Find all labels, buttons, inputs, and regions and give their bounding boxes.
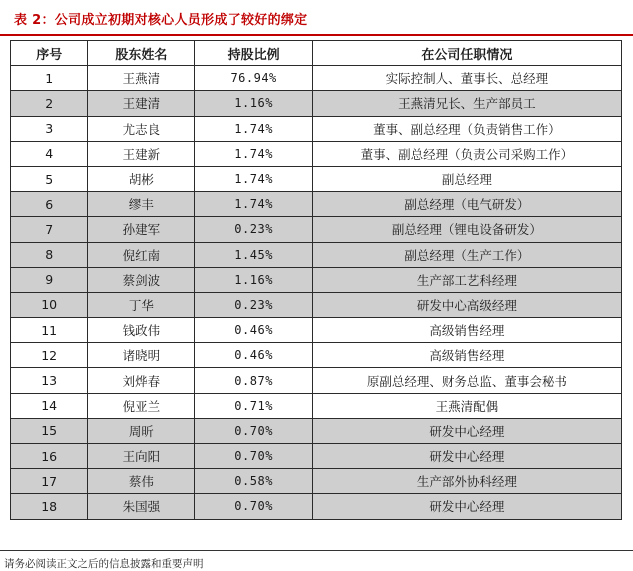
row-name: 刘烨春 <box>88 368 195 393</box>
row-pct: 1.74% <box>195 192 312 217</box>
table-row <box>11 393 622 418</box>
table-row <box>11 418 622 443</box>
row-name: 倪红南 <box>88 242 195 267</box>
row-no: 9 <box>11 267 88 292</box>
table-row <box>11 318 622 343</box>
row-role: 王燕清配偶 <box>312 393 621 418</box>
header-row <box>11 41 622 66</box>
table-row <box>11 368 622 393</box>
header-role: 在公司任职情况 <box>312 41 621 66</box>
row-role: 研发中心高级经理 <box>312 292 621 317</box>
header-no: 序号 <box>11 41 88 66</box>
row-no: 12 <box>11 343 88 368</box>
header-name: 股东姓名 <box>88 41 195 66</box>
row-no: 7 <box>11 217 88 242</box>
row-name: 王建新 <box>88 141 195 166</box>
row-role: 副总经理（电气研发） <box>312 192 621 217</box>
row-pct: 1.16% <box>195 91 312 116</box>
row-name: 蔡剑波 <box>88 267 195 292</box>
row-name: 倪亚兰 <box>88 393 195 418</box>
row-no: 10 <box>11 292 88 317</box>
row-pct: 0.58% <box>195 469 312 494</box>
row-pct: 0.70% <box>195 494 312 519</box>
row-name: 孙建军 <box>88 217 195 242</box>
row-role: 实际控制人、董事长、总经理 <box>312 66 621 91</box>
row-role: 副总经理 <box>312 166 621 191</box>
title-bar <box>0 0 633 36</box>
table-row <box>11 166 622 191</box>
table-row <box>11 116 622 141</box>
table-row <box>11 469 622 494</box>
table-row <box>11 217 622 242</box>
row-pct: 0.46% <box>195 343 312 368</box>
table-row <box>11 267 622 292</box>
row-no: 11 <box>11 318 88 343</box>
row-pct: 0.70% <box>195 418 312 443</box>
row-role: 高级销售经理 <box>312 343 621 368</box>
row-name: 王向阳 <box>88 444 195 469</box>
row-no: 17 <box>11 469 88 494</box>
row-name: 缪丰 <box>88 192 195 217</box>
table-row <box>11 192 622 217</box>
table-row <box>11 141 622 166</box>
row-pct: 76.94% <box>195 66 312 91</box>
row-no: 3 <box>11 116 88 141</box>
row-no: 18 <box>11 494 88 519</box>
row-role: 副总经理（锂电设备研发） <box>312 217 621 242</box>
row-pct: 1.74% <box>195 141 312 166</box>
table-row <box>11 343 622 368</box>
row-no: 16 <box>11 444 88 469</box>
row-role: 生产部外协科经理 <box>312 469 621 494</box>
row-name: 丁华 <box>88 292 195 317</box>
table-title: 表 2：公司成立初期对核心人员形成了较好的绑定 <box>14 13 308 28</box>
row-pct: 0.70% <box>195 444 312 469</box>
row-name: 朱国强 <box>88 494 195 519</box>
table-row <box>11 242 622 267</box>
row-pct: 0.87% <box>195 368 312 393</box>
row-role: 原副总经理、财务总监、董事会秘书 <box>312 368 621 393</box>
row-role: 高级销售经理 <box>312 318 621 343</box>
table-row <box>11 444 622 469</box>
footer-text: 请务必阅读正文之后的信息披露和重要声明 <box>4 558 204 570</box>
row-no: 1 <box>11 66 88 91</box>
row-role: 研发中心经理 <box>312 494 621 519</box>
row-role: 王燕清兄长、生产部员工 <box>312 91 621 116</box>
row-pct: 1.74% <box>195 116 312 141</box>
row-name: 钱政伟 <box>88 318 195 343</box>
row-role: 董事、副总经理（负责公司采购工作） <box>312 141 621 166</box>
row-pct: 0.23% <box>195 217 312 242</box>
row-pct: 0.23% <box>195 292 312 317</box>
row-no: 2 <box>11 91 88 116</box>
shareholder-table <box>10 40 622 520</box>
footer-divider <box>0 550 633 551</box>
row-name: 胡彬 <box>88 166 195 191</box>
row-no: 5 <box>11 166 88 191</box>
row-no: 14 <box>11 393 88 418</box>
row-role: 副总经理（生产工作） <box>312 242 621 267</box>
row-pct: 0.46% <box>195 318 312 343</box>
row-pct: 1.74% <box>195 166 312 191</box>
table-row <box>11 91 622 116</box>
table-row <box>11 292 622 317</box>
row-no: 13 <box>11 368 88 393</box>
row-name: 王建清 <box>88 91 195 116</box>
header-pct: 持股比例 <box>195 41 312 66</box>
row-name: 周昕 <box>88 418 195 443</box>
row-role: 生产部工艺科经理 <box>312 267 621 292</box>
row-no: 4 <box>11 141 88 166</box>
row-role: 董事、副总经理（负责销售工作） <box>312 116 621 141</box>
row-name: 诸晓明 <box>88 343 195 368</box>
row-no: 8 <box>11 242 88 267</box>
row-name: 尤志良 <box>88 116 195 141</box>
table-row <box>11 494 622 519</box>
row-role: 研发中心经理 <box>312 418 621 443</box>
row-no: 6 <box>11 192 88 217</box>
row-name: 王燕清 <box>88 66 195 91</box>
row-pct: 0.71% <box>195 393 312 418</box>
row-role: 研发中心经理 <box>312 444 621 469</box>
row-pct: 1.16% <box>195 267 312 292</box>
row-name: 蔡伟 <box>88 469 195 494</box>
table-row <box>11 66 622 91</box>
row-no: 15 <box>11 418 88 443</box>
row-pct: 1.45% <box>195 242 312 267</box>
